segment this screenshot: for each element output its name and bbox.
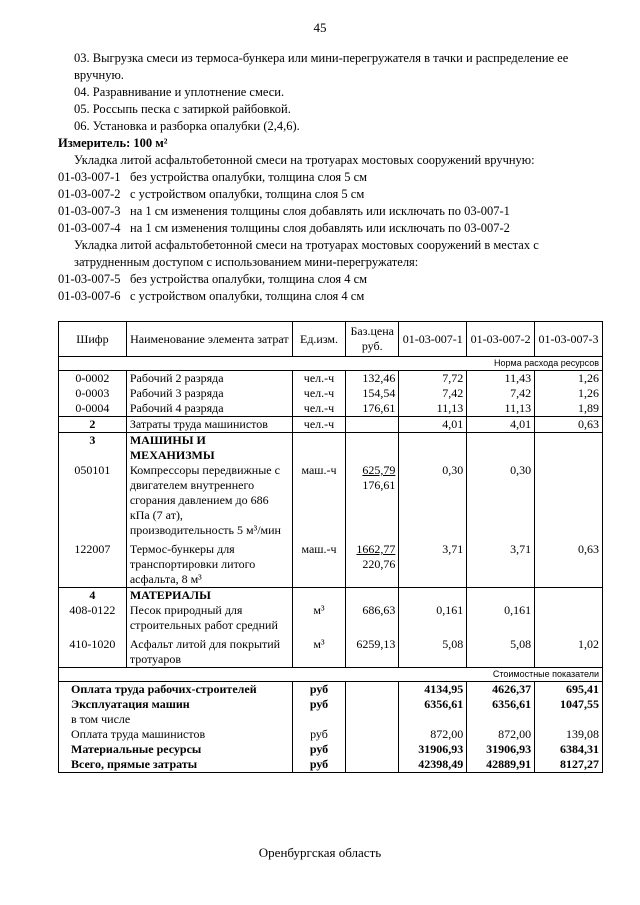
- cell-v2: 7,42: [467, 386, 535, 401]
- cell-code: 410-1020: [59, 633, 127, 668]
- norm-code: 01-03-007-5: [58, 272, 121, 286]
- cell-name: Песок природный для строительных работ средний: [126, 603, 292, 633]
- cost-v3: 139,08: [535, 727, 603, 742]
- norm-code: 01-03-007-4: [58, 221, 121, 235]
- cell-unit: чел.-ч: [292, 386, 345, 401]
- cost-v1: 6356,61: [399, 697, 467, 712]
- cost-v2: 6356,61: [467, 697, 535, 712]
- cell-name: Рабочий 3 разряда: [126, 386, 292, 401]
- cost-v2: 872,00: [467, 727, 535, 742]
- table-row: [59, 603, 603, 633]
- cost-name: Материальные ресурсы: [59, 742, 293, 757]
- table-row: [59, 401, 603, 417]
- section-title: МАШИНЫ И МЕХАНИЗМЫ: [126, 433, 292, 464]
- cell-unit: чел.-ч: [292, 401, 345, 417]
- table-row: [59, 417, 603, 433]
- cost-v1: 42398,49: [399, 757, 467, 773]
- table-row: [59, 633, 603, 668]
- intro-text: [58, 50, 588, 305]
- cost-v3: 1047,55: [535, 697, 603, 712]
- cost-v2: 31906,93: [467, 742, 535, 757]
- cost-unit: руб: [292, 682, 345, 698]
- cell-name: Затраты труда машинистов: [126, 417, 292, 433]
- norms-table: [58, 321, 603, 773]
- section-code: 3: [59, 433, 127, 464]
- table-header-row: [59, 322, 603, 357]
- cell-v2: 0,161: [467, 603, 535, 633]
- norm-code: 01-03-007-1: [58, 170, 121, 184]
- cell-unit: маш.-ч: [292, 538, 345, 588]
- op-line: 03. Выгрузка смеси из термоса-бункера или мини-перегружателя в тачки и распределение ее вручную.: [74, 51, 569, 82]
- group2-title: Укладка литой асфальтобетонной смеси на тротуарах мостовых сооружений в местах с затрудненным доступом с использованием мини-перегружателя:: [74, 238, 539, 269]
- measure-unit: Измеритель: 100 м²: [58, 136, 168, 150]
- norm-desc: с устройством опалубки, толщина слоя 5 см: [130, 187, 365, 201]
- cell-name: [126, 463, 292, 538]
- cell-v2: 11,43: [467, 371, 535, 387]
- norm-desc: без устройства опалубки, толщина слоя 5 см: [130, 170, 368, 184]
- cell-price: 154,54: [346, 386, 399, 401]
- cost-v2: 42889,91: [467, 757, 535, 773]
- cell-price: 176,61: [346, 401, 399, 417]
- cost-name: в том числе: [59, 712, 293, 727]
- table-row: [59, 386, 603, 401]
- footer-region: Оренбургская область: [258, 845, 382, 860]
- cost-v3: 8127,27: [535, 757, 603, 773]
- cell-price: 6259,13: [346, 633, 399, 668]
- cell-v3: 1,02: [535, 633, 603, 668]
- price-bottom: 220,76: [362, 557, 396, 571]
- cost-v1: 31906,93: [399, 742, 467, 757]
- cost-name: Оплата труда рабочих-строителей: [59, 682, 293, 698]
- cost-row: [59, 712, 603, 727]
- col-header: Наименование элемента затрат: [126, 322, 292, 357]
- cost-name: Эксплуатация машин: [59, 697, 293, 712]
- cell-unit: чел.-ч: [292, 371, 345, 387]
- col-header: Ед.изм.: [292, 322, 345, 357]
- cost-v3: 695,41: [535, 682, 603, 698]
- cost-unit: руб: [292, 742, 345, 757]
- cell-v2: 11,13: [467, 401, 535, 417]
- cost-name: Всего, прямые затраты: [59, 757, 293, 773]
- cell-code: 0-0003: [59, 386, 127, 401]
- cell-v1: 7,42: [399, 386, 467, 401]
- section-title: МАТЕРИАЛЫ: [126, 588, 292, 604]
- norm-desc: без устройства опалубки, толщина слоя 4 см: [130, 272, 368, 286]
- cell-v3: [535, 463, 603, 538]
- cost-row: [59, 742, 603, 757]
- page-number: 45: [313, 20, 327, 35]
- cell-code: 122007: [59, 538, 127, 588]
- cell-v1: 11,13: [399, 401, 467, 417]
- op-line: 05. Россыпь песка с затиркой райбовкой.: [74, 102, 291, 116]
- table-row: [59, 371, 603, 387]
- cell-v2: 4,01: [467, 417, 535, 433]
- subheader-norms: Норма расхода ресурсов: [59, 357, 603, 371]
- norm-code-row: [58, 220, 588, 237]
- cell-v1: 5,08: [399, 633, 467, 668]
- cell-v3: [535, 603, 603, 633]
- cell-v1: 4,01: [399, 417, 467, 433]
- price-bottom: 176,61: [362, 478, 396, 492]
- cell-price: [346, 463, 399, 538]
- cell-price: [346, 417, 399, 433]
- subheader-row: [59, 357, 603, 371]
- norm-desc: на 1 см изменения толщины слоя добавлять или исключать по 03-007-2: [130, 221, 510, 235]
- cost-v1: 4134,95: [399, 682, 467, 698]
- cell-unit: чел.-ч: [292, 417, 345, 433]
- cost-row: [59, 697, 603, 712]
- cost-v1: 872,00: [399, 727, 467, 742]
- norm-code: 01-03-007-3: [58, 204, 121, 218]
- cell-v2: 3,71: [467, 538, 535, 588]
- table-row: [59, 538, 603, 588]
- cell-v3: 0,63: [535, 538, 603, 588]
- subheader-costs: Стоимостные показатели: [59, 668, 603, 682]
- cell-price: [346, 538, 399, 588]
- col-header: 01-03-007-3: [535, 322, 603, 357]
- cell-code: 0-0004: [59, 401, 127, 417]
- cost-name: Оплата труда машинистов: [59, 727, 293, 742]
- norm-code-row: [58, 186, 588, 203]
- section-row: [59, 433, 603, 464]
- op-line: 04. Разравнивание и уплотнение смеси.: [74, 85, 285, 99]
- col-header: 01-03-007-1: [399, 322, 467, 357]
- machine-name: Компрессоры передвижные с двигателем внутреннего сгорания давлением до 686 кПа (7 ат), производительность 5 м³/мин: [129, 463, 281, 537]
- cell-name: Термос-бункеры для транспортировки литого асфальта, 8 м³: [126, 538, 292, 588]
- price-top: 625,79: [362, 463, 396, 477]
- norm-code: 01-03-007-2: [58, 187, 121, 201]
- cell-code: 0-0002: [59, 371, 127, 387]
- cell-unit: м³: [292, 633, 345, 668]
- cost-unit: руб: [292, 727, 345, 742]
- norm-code-row: [58, 203, 588, 220]
- cell-v3: 1,26: [535, 371, 603, 387]
- norm-code-row: [58, 271, 588, 288]
- cost-row: [59, 682, 603, 698]
- norm-code-row: [58, 288, 588, 305]
- op-line: 06. Установка и разборка опалубки (2,4,6).: [74, 119, 300, 133]
- norm-code: 01-03-007-6: [58, 289, 121, 303]
- cost-v2: 4626,37: [467, 682, 535, 698]
- group1-title: Укладка литой асфальтобетонной смеси на тротуарах мостовых сооружений вручную:: [74, 153, 535, 167]
- cell-v2: 0,30: [467, 463, 535, 538]
- cell-code: 408-0122: [59, 603, 127, 633]
- norm-desc: на 1 см изменения толщины слоя добавлять или исключать по 03-007-1: [130, 204, 510, 218]
- cell-unit: маш.-ч: [292, 463, 345, 538]
- cost-row: [59, 727, 603, 742]
- cost-unit: руб: [292, 757, 345, 773]
- cell-v1: 0,30: [399, 463, 467, 538]
- cell-v1: 3,71: [399, 538, 467, 588]
- cell-v3: 0,63: [535, 417, 603, 433]
- price-top: 1662,77: [356, 542, 396, 556]
- cell-v1: 7,72: [399, 371, 467, 387]
- cell-v3: 1,89: [535, 401, 603, 417]
- col-header: 01-03-007-2: [467, 322, 535, 357]
- cell-code: 050101: [59, 463, 127, 538]
- cost-row: [59, 757, 603, 773]
- cell-name: Рабочий 2 разряда: [126, 371, 292, 387]
- cell-name: Рабочий 4 разряда: [126, 401, 292, 417]
- table-row: [59, 463, 603, 538]
- norm-code-row: [58, 169, 588, 186]
- cell-v1: 0,161: [399, 603, 467, 633]
- section-row: [59, 588, 603, 604]
- cell-name: Асфальт литой для покрытий тротуаров: [126, 633, 292, 668]
- subheader-row: [59, 668, 603, 682]
- col-header: Шифр: [59, 322, 127, 357]
- cell-price: 132,46: [346, 371, 399, 387]
- norm-desc: с устройством опалубки, толщина слоя 4 см: [130, 289, 365, 303]
- cell-v3: 1,26: [535, 386, 603, 401]
- section-code: 4: [59, 588, 127, 604]
- cell-unit: м³: [292, 603, 345, 633]
- cell-price: 686,63: [346, 603, 399, 633]
- cost-unit: руб: [292, 697, 345, 712]
- col-header: Баз.цена руб.: [346, 322, 399, 357]
- cost-v3: 6384,31: [535, 742, 603, 757]
- cell-v2: 5,08: [467, 633, 535, 668]
- cell-code: 2: [59, 417, 127, 433]
